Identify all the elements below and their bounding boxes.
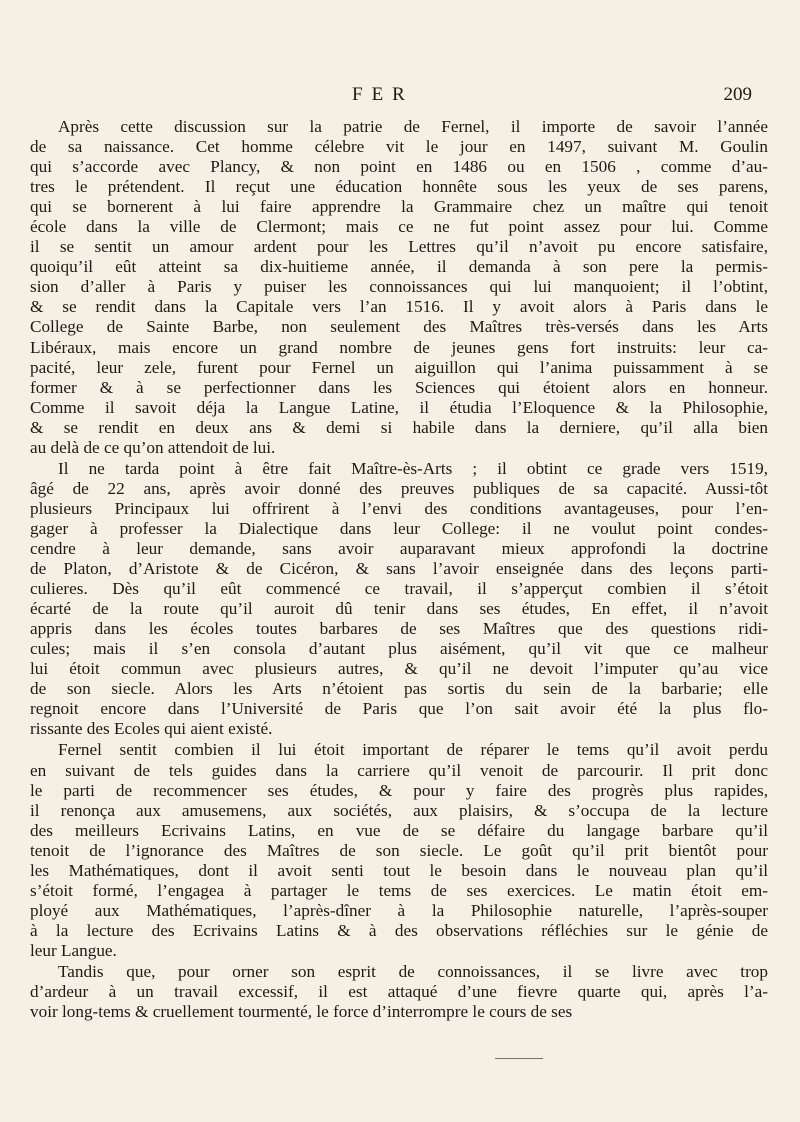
- text-line: ployé aux Mathématiques, l’après-dîner à la Philosophie naturelle, l’après-souper: [30, 900, 768, 920]
- text-line: au delà de ce qu’on attendoit de lui.: [30, 437, 276, 457]
- text-line: il se sentit un amour ardent pour les Lettres qu’il n’avoit pu encore satisfaire,: [30, 237, 768, 257]
- text-line: sion d’aller à Paris y puiser les connoissances qui lui manquoient; il l’obtint,: [30, 277, 768, 297]
- text-line: tres le prétendent. Il reçut une éducation honnête sous les yeux de ses parens,: [30, 177, 768, 197]
- paragraph: [30, 117, 768, 458]
- text-line: voir long-tems & cruellement tourmenté, le force d’interrompre le cours de ses: [30, 1002, 573, 1022]
- text-line: cendre à leur demande, sans avoir auparavant mieux approfondi la doctrine: [30, 538, 768, 558]
- text-line: quoiqu’il eût atteint sa dix-huitieme année, il demanda à son pere la permis-: [30, 257, 768, 277]
- text-line: gager à professer la Dialectique dans leur College: il ne voulut point condes-: [30, 518, 768, 538]
- body-text: [30, 117, 768, 1022]
- catchword-rule: [495, 1058, 543, 1059]
- text-line: appris dans les écoles toutes barbares de ses Maîtres que des questions ridi-: [30, 619, 768, 639]
- text-line: & se rendit en deux ans & demi si habile dans la derniere, qu’il alla bien: [30, 417, 768, 437]
- text-line: culieres. Dès qu’il eût commencé ce travail, il s’apperçut combien il s’étoit: [30, 579, 768, 599]
- text-line: rissante des Ecoles qui aient existé.: [30, 719, 273, 739]
- text-line: Fernel sentit combien il lui étoit important de réparer le tems qu’il avoit perdu: [58, 740, 768, 760]
- text-line: le parti de recommencer ses études, & pour y faire des progrès plus rapides,: [30, 780, 768, 800]
- running-title: FER: [352, 84, 414, 105]
- text-line: tenoit de l’ignorance des Maîtres de son siecle. Le goût qu’il prit bientôt pour: [30, 840, 768, 860]
- text-line: pacité, leur zele, furent pour Fernel un aiguillon qui l’anima puissamment à se: [30, 357, 768, 377]
- text-line: Il ne tarda point à être fait Maître-ès-Arts ; il obtint ce grade vers 1519,: [58, 458, 768, 478]
- text-line: de sa naissance. Cet homme célebre vit le jour en 1497, suivant M. Goulin: [30, 137, 768, 157]
- text-line: Après cette discussion sur la patrie de Fernel, il importe de savoir l’année: [58, 117, 768, 136]
- text-line: des meilleurs Ecrivains Latins, en vue de se défaire du langage barbare qu’il: [30, 820, 768, 840]
- text-line: école dans la ville de Clermont; mais ce ne fut point assez pour lui. Comme: [30, 217, 768, 237]
- text-line: de son siecle. Alors les Arts n’étoient pas sortis du sein de la barbarie; elle: [30, 679, 768, 699]
- text-line: à la lecture des Ecrivains Latins & à des observations réfléchies sur le génie de: [30, 920, 768, 940]
- text-line: former & à se perfectionner dans les Sciences qui étoient alors en honneur.: [30, 377, 768, 397]
- text-line: qui se bornerent à lui faire apprendre la Grammaire chez un maître qui tenoit: [30, 197, 768, 217]
- text-line: leur Langue.: [30, 940, 117, 960]
- text-line: College de Sainte Barbe, non seulement des Maîtres très-versés dans les Arts: [30, 317, 768, 337]
- text-line: d’ardeur à un travail excessif, il est attaqué d’une fievre quarte qui, après l’a-: [30, 982, 768, 1002]
- text-line: Comme il savoit déja la Langue Latine, il étudia l’Eloquence & la Philosophie,: [30, 397, 768, 417]
- text-line: qui s’accorde avec Plancy, & non point en 1486 ou en 1506 , comme d’au-: [30, 157, 768, 177]
- text-line: s’étoit formé, l’engagea à partager le tems de ses exercices. Le matin étoit em-: [30, 880, 768, 900]
- text-line: âgé de 22 ans, après avoir donné des preuves publiques de sa capacité. Aussi-tôt: [30, 478, 768, 498]
- text-line: écarté de la route qu’il auroit dû tenir dans ses études, En effet, il n’avoit: [30, 599, 768, 619]
- paragraph: [30, 740, 768, 961]
- text-line: il renonça aux amusemens, aux sociétés, aux plaisirs, & s’occupa de la lecture: [30, 800, 768, 820]
- text-line: & se rendit dans la Capitale vers l’an 1516. Il y avoit alors à Paris dans le: [30, 297, 768, 317]
- text-line: en suivant de tels guides dans la carriere qu’il venoit de parcourir. Il prit donc: [30, 760, 768, 780]
- text-line: Libéraux, mais encore un grand nombre de jeunes gens fort instruits: leur ca-: [30, 337, 768, 357]
- text-line: regnoit encore dans l’Université de Paris que l’on sait avoir été la plus flo-: [30, 699, 768, 719]
- text-line: de Platon, d’Aristote & de Cicéron, & sans l’avoir enseignée dans des leçons parti-: [30, 559, 768, 579]
- text-line: cules; mais il s’en consola d’autant plus aisément, qu’il vit que ce malheur: [30, 639, 768, 659]
- text-line: Tandis que, pour orner son esprit de connoissances, il se livre avec trop: [58, 961, 768, 981]
- paragraph: [30, 459, 768, 740]
- paragraph: [30, 962, 768, 1022]
- text-line: les Mathématiques, dont il avoit senti tout le besoin dans le nouveau plan qu’il: [30, 860, 768, 880]
- page-number: 209: [723, 84, 752, 105]
- text-line: plusieurs Principaux lui offrirent à l’envi des conditions avantageuses, pour l’en-: [30, 498, 768, 518]
- text-line: lui étoit commun avec plusieurs autres, & qu’il ne devoit l’imputer qu’au vice: [30, 659, 768, 679]
- page-header: [0, 84, 800, 110]
